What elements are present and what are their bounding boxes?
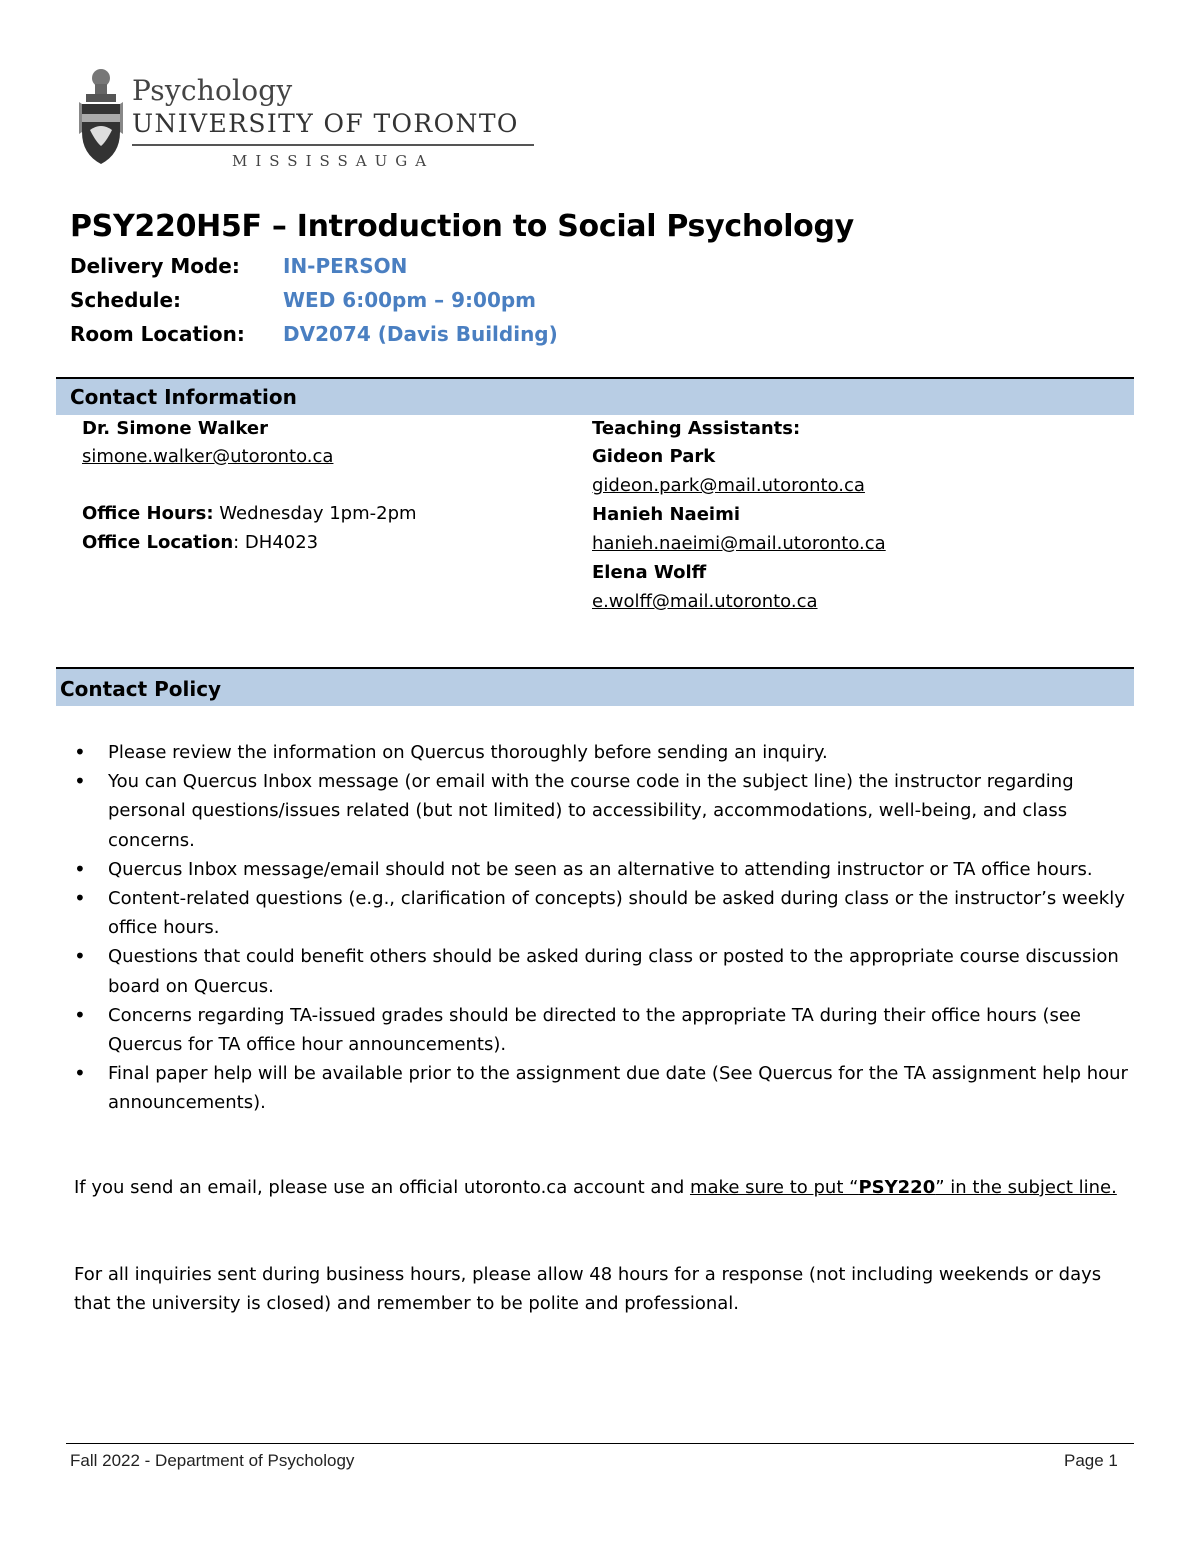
contact-policy-title: Contact Policy	[60, 677, 222, 701]
subject-line-text-end: ” in the subject line.	[935, 1177, 1117, 1198]
university-crest-icon	[76, 62, 126, 172]
ta-email-link[interactable]: hanieh.naeimi@mail.utoronto.ca	[592, 533, 886, 554]
contact-policy-list	[72, 738, 1132, 1118]
policy-item: • Quercus Inbox message/email should not be seen as an alternative to attending instructor or TA office hours.	[72, 855, 1132, 884]
room-location-label: Room Location:	[70, 322, 245, 346]
contact-information-header	[56, 377, 1134, 415]
subject-line-instruction	[690, 1177, 1117, 1198]
room-location-value: DV2074 (Davis Building)	[283, 322, 558, 346]
office-location	[82, 532, 318, 553]
email-instructions-paragraph	[74, 1173, 1134, 1202]
response-time-paragraph: For all inquiries sent during business hours, please allow 48 hours for a response (not including weekends or days that the university is closed) and remember to be polite and professional.	[74, 1264, 1102, 1314]
office-location-label: Office Location	[82, 532, 234, 553]
footer-divider	[66, 1443, 1134, 1444]
email-instructions-text: If you send an email, please use an official utoronto.ca account and	[74, 1177, 690, 1198]
instructor-name: Dr. Simone Walker	[82, 418, 269, 439]
footer-department: Fall 2022 - Department of Psychology	[70, 1451, 355, 1470]
office-location-value: : DH4023	[233, 532, 319, 553]
ta-name: Hanieh Naeimi	[592, 504, 740, 525]
office-hours	[82, 503, 417, 524]
logo-campus-name: MISSISSAUGA	[232, 152, 435, 170]
ta-name: Gideon Park	[592, 446, 716, 467]
subject-line-text: make sure to put “	[689, 1177, 859, 1198]
logo-divider	[132, 144, 534, 146]
policy-item: • Final paper help will be available prior to the assignment due date (See Quercus for the TA assignment help hour announcements).	[72, 1059, 1132, 1117]
course-title: PSY220H5F – Introduction to Social Psychology	[70, 209, 854, 244]
delivery-mode-value: IN-PERSON	[283, 254, 408, 278]
policy-item: • Questions that could benefit others should be asked during class or posted to the appropriate course discussion board on Quercus.	[72, 942, 1132, 1000]
policy-item: • You can Quercus Inbox message (or email with the course code in the subject line) the instructor regarding personal questions/issues related (but not limited) to accessibility, accommodations, well-being, and class concerns.	[72, 767, 1132, 855]
policy-item: • Please review the information on Quercus thoroughly before sending an inquiry.	[72, 738, 1132, 767]
policy-item: • Concerns regarding TA-issued grades should be directed to the appropriate TA during their office hours (see Quercus for TA office hour announcements).	[72, 1001, 1132, 1059]
schedule-label: Schedule:	[70, 288, 182, 312]
contact-policy-header	[56, 667, 1134, 706]
contact-information-title: Contact Information	[70, 385, 297, 409]
ta-email-link[interactable]: e.wolff@mail.utoronto.ca	[592, 591, 818, 612]
ta-heading: Teaching Assistants:	[592, 418, 801, 439]
policy-item: • Content-related questions (e.g., clarification of concepts) should be asked during class or the instructor’s weekly office hours.	[72, 884, 1132, 942]
office-hours-value: Wednesday 1pm-2pm	[219, 503, 417, 524]
ta-email-link[interactable]: gideon.park@mail.utoronto.ca	[592, 475, 865, 496]
office-hours-label: Office Hours:	[82, 503, 214, 524]
schedule-value: WED 6:00pm – 9:00pm	[283, 288, 537, 312]
delivery-mode-label: Delivery Mode:	[70, 254, 240, 278]
page-number: Page 1	[1064, 1451, 1118, 1470]
logo-university-name: UNIVERSITY OF TORONTO	[132, 109, 519, 138]
ta-name: Elena Wolff	[592, 562, 707, 583]
course-code-emphasis: PSY220	[858, 1177, 936, 1198]
instructor-email-link[interactable]: simone.walker@utoronto.ca	[82, 446, 334, 467]
logo-department-name: Psychology	[132, 74, 293, 107]
